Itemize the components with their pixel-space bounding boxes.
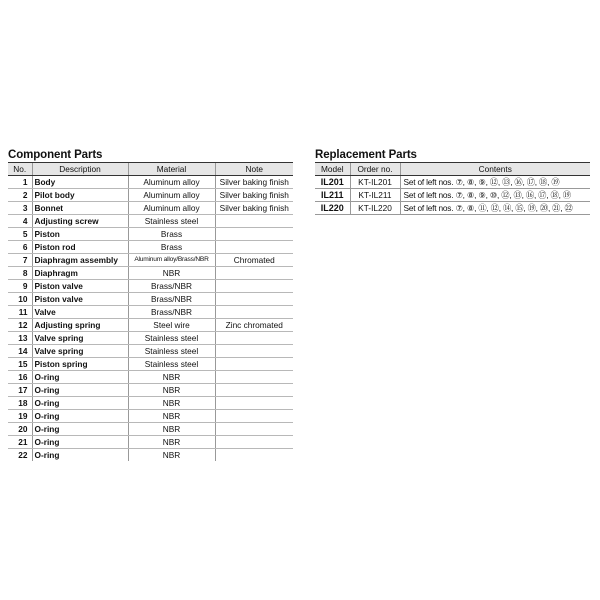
component-parts-header-row xyxy=(8,163,293,176)
component-parts-section xyxy=(8,148,293,461)
replacement-parts-table xyxy=(315,162,590,215)
part-number: 14 xyxy=(8,345,32,358)
replacement-part-row xyxy=(315,202,590,215)
part-description: Diaphragm assembly xyxy=(32,254,128,267)
part-number: 15 xyxy=(8,358,32,371)
component-part-row xyxy=(8,176,293,189)
part-number: 22 xyxy=(18,450,28,460)
part-description: O-ring xyxy=(32,436,128,449)
part-number: 21 xyxy=(8,436,32,449)
header-note: Note xyxy=(215,163,293,176)
component-part-row xyxy=(8,423,293,436)
part-material: Brass/NBR xyxy=(128,293,215,306)
part-note xyxy=(215,397,293,410)
part-description: O-ring xyxy=(32,410,128,423)
part-number: 4 xyxy=(8,215,32,228)
part-number: 10 xyxy=(8,293,32,306)
part-description: Adjusting screw xyxy=(32,215,128,228)
part-number: 2 xyxy=(8,189,32,202)
component-part-row xyxy=(8,293,293,306)
part-note xyxy=(215,358,293,371)
component-parts-table xyxy=(8,162,293,461)
part-material: NBR xyxy=(128,397,215,410)
order-number-cell: KT-IL220 xyxy=(350,202,400,215)
header-model: Model xyxy=(315,163,350,176)
part-material: Aluminum alloy xyxy=(128,189,215,202)
header-order-no: Order no. xyxy=(350,163,400,176)
part-description: Piston xyxy=(32,228,128,241)
replacement-parts-section xyxy=(315,148,590,215)
component-part-row xyxy=(8,306,293,319)
part-material: NBR xyxy=(128,267,215,280)
part-number: 20 xyxy=(8,423,32,436)
part-description: Piston spring xyxy=(32,358,128,371)
replacement-parts-header-row xyxy=(315,163,590,176)
part-description: Diaphragm xyxy=(32,267,128,280)
part-description: Pilot body xyxy=(32,189,128,202)
part-material: NBR xyxy=(128,449,215,462)
part-number: 7 xyxy=(8,254,32,267)
part-description: O-ring xyxy=(32,371,128,384)
part-description: Body xyxy=(32,176,128,189)
component-part-row xyxy=(8,228,293,241)
part-number: 17 xyxy=(8,384,32,397)
part-material: Stainless steel xyxy=(128,332,215,345)
part-description: Valve spring xyxy=(32,345,128,358)
model-cell: IL201 xyxy=(315,176,350,189)
part-note xyxy=(215,332,293,345)
part-description: Bonnet xyxy=(32,202,128,215)
part-number: 9 xyxy=(8,280,32,293)
part-note xyxy=(215,241,293,254)
component-part-row xyxy=(8,449,293,462)
component-part-row xyxy=(8,319,293,332)
header-material: Material xyxy=(128,163,215,176)
part-note xyxy=(215,449,293,462)
part-material: NBR xyxy=(128,410,215,423)
part-description: Piston rod xyxy=(32,241,128,254)
part-note: Silver baking finish xyxy=(215,176,293,189)
part-number: 16 xyxy=(8,371,32,384)
part-note xyxy=(215,306,293,319)
part-material: Steel wire xyxy=(128,319,215,332)
part-note xyxy=(215,371,293,384)
replacement-part-row xyxy=(315,176,590,189)
part-description: O-ring xyxy=(32,384,128,397)
order-number-cell: KT-IL211 xyxy=(350,189,400,202)
part-description: Piston valve xyxy=(32,293,128,306)
part-material: Brass/NBR xyxy=(128,306,215,319)
component-part-row xyxy=(8,267,293,280)
part-description: O-ring xyxy=(32,423,128,436)
order-number-cell: KT-IL201 xyxy=(350,176,400,189)
component-part-row xyxy=(8,189,293,202)
part-number: 3 xyxy=(8,202,32,215)
part-material: Aluminum alloy xyxy=(128,176,215,189)
part-material: NBR xyxy=(128,384,215,397)
component-part-row xyxy=(8,215,293,228)
part-note xyxy=(215,280,293,293)
part-material: Stainless steel xyxy=(128,215,215,228)
component-part-row xyxy=(8,397,293,410)
part-description: O-ring xyxy=(32,449,128,462)
header-contents: Contents xyxy=(400,163,590,176)
part-material: Brass xyxy=(128,228,215,241)
contents-cell: Set of left nos. ⑦, ⑧, ⑨, ⑫, ⑬, ⑯, ⑰, ⑱, ⑲ xyxy=(400,176,590,189)
part-note xyxy=(215,293,293,306)
part-number: 5 xyxy=(8,228,32,241)
component-part-row xyxy=(8,254,293,267)
component-parts-title: Component Parts xyxy=(8,149,103,161)
part-note: Zinc chromated xyxy=(215,319,293,332)
component-part-row xyxy=(8,371,293,384)
part-description: Piston valve xyxy=(32,280,128,293)
part-material: Stainless steel xyxy=(128,358,215,371)
part-material: Aluminum alloy/Brass/NBR xyxy=(128,254,215,267)
component-part-row xyxy=(8,280,293,293)
component-part-row xyxy=(8,358,293,371)
part-number: 19 xyxy=(8,410,32,423)
part-description: O-ring xyxy=(32,397,128,410)
part-number: 18 xyxy=(8,397,32,410)
part-note xyxy=(215,423,293,436)
part-material: Brass xyxy=(128,241,215,254)
part-material: NBR xyxy=(128,436,215,449)
part-number: 8 xyxy=(8,267,32,280)
part-number: 1 xyxy=(8,176,32,189)
part-material: Stainless steel xyxy=(128,345,215,358)
header-no: No. xyxy=(8,163,32,176)
part-note xyxy=(215,410,293,423)
part-note: Silver baking finish xyxy=(215,189,293,202)
part-description: Valve xyxy=(32,306,128,319)
part-number: 13 xyxy=(8,332,32,345)
replacement-parts-title: Replacement Parts xyxy=(315,149,417,161)
part-note xyxy=(215,384,293,397)
component-part-row xyxy=(8,384,293,397)
component-part-row xyxy=(8,202,293,215)
contents-cell: Set of left nos. ⑦, ⑧, ⑨, ⑩, ⑫, ⑬, ⑯, ⑰, ⑱, ⑲ xyxy=(400,189,590,202)
part-number: 12 xyxy=(8,319,32,332)
component-part-row xyxy=(8,332,293,345)
component-part-row xyxy=(8,345,293,358)
model-cell: IL220 xyxy=(315,202,350,215)
part-note xyxy=(215,215,293,228)
replacement-part-row xyxy=(315,189,590,202)
part-description: Adjusting spring xyxy=(32,319,128,332)
component-part-row xyxy=(8,436,293,449)
part-note: Chromated xyxy=(215,254,293,267)
part-description: Valve spring xyxy=(32,332,128,345)
contents-cell: Set of left nos. ⑦, ⑧, ⑪, ⑫, ⑭, ⑮, ⑲, ⑳, ㉑, ㉒ xyxy=(400,202,590,215)
component-part-row xyxy=(8,241,293,254)
part-note xyxy=(215,267,293,280)
part-number: 6 xyxy=(8,241,32,254)
part-note xyxy=(215,345,293,358)
part-material: NBR xyxy=(128,371,215,384)
part-note: Silver baking finish xyxy=(215,202,293,215)
part-note xyxy=(215,228,293,241)
model-cell: IL211 xyxy=(315,189,350,202)
part-note xyxy=(215,436,293,449)
header-description: Description xyxy=(32,163,128,176)
part-material: NBR xyxy=(128,423,215,436)
component-part-row xyxy=(8,410,293,423)
part-number: 11 xyxy=(8,306,32,319)
part-material: Brass/NBR xyxy=(128,280,215,293)
part-material: Aluminum alloy xyxy=(128,202,215,215)
